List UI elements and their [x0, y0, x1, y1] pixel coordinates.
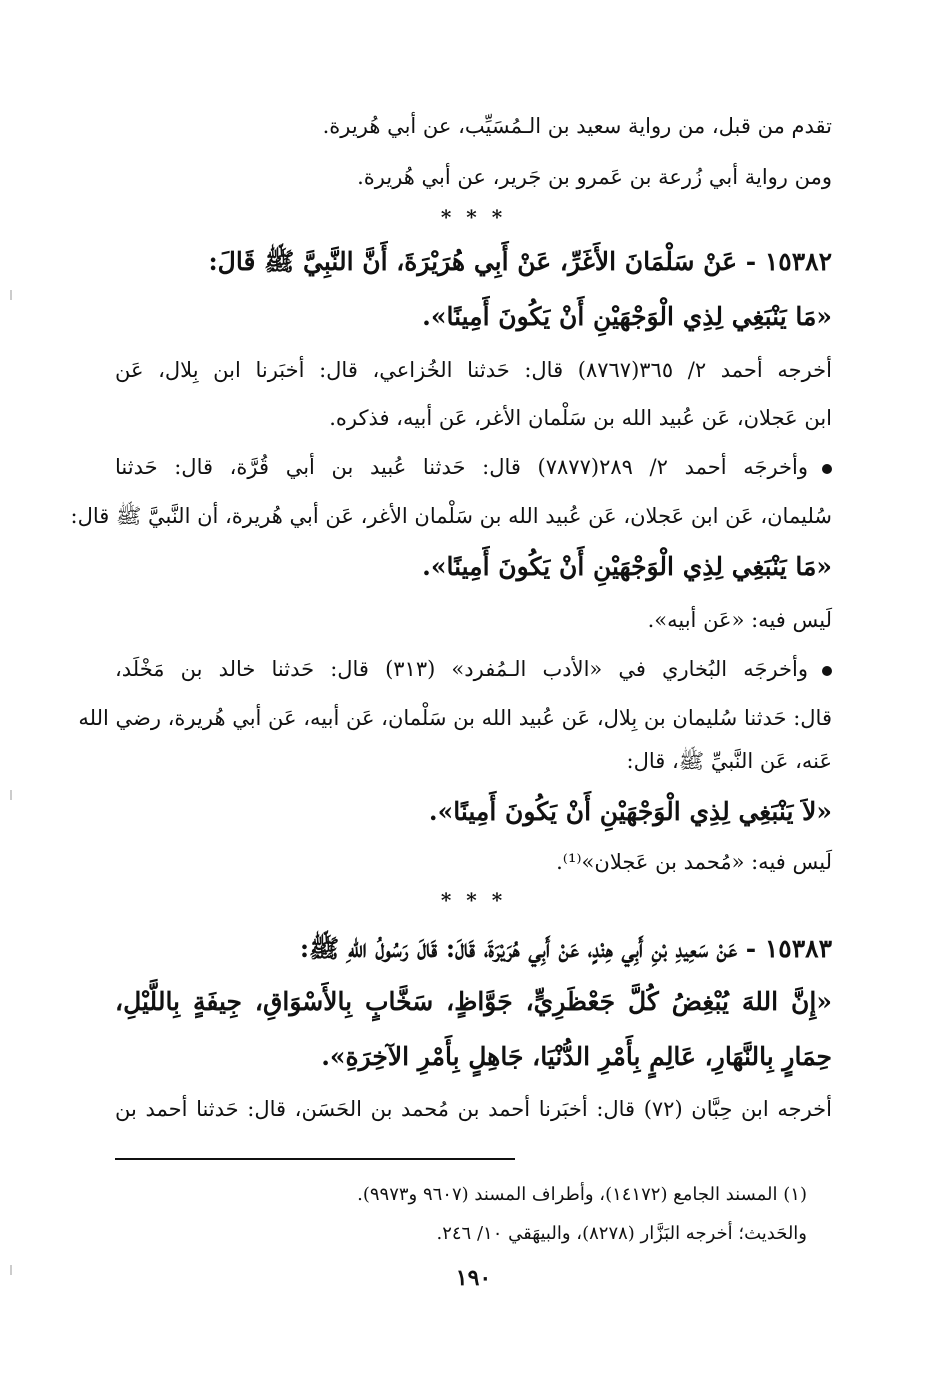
hadith-text: «إِنَّ اللهَ يُبْغِضُ كُلَّ جَعْظَرِيٍّ، جَوَّاظٍ، سَخَّابٍ بِالأَسْوَاقِ، جِيفَةٍ بِاللَّيْلِ، [115, 987, 832, 1016]
bullet-icon [822, 666, 832, 676]
text-line [115, 655, 832, 683]
text-span: وأخرجَه أحمد ٢/ ٢٨٩(٧٨٧٧) قال: حَدثنا عُبيد بن أبي قُرَّة، قال: حَدثنا [115, 455, 808, 479]
text-line: ابن عَجلان، عَن عُبيد الله بن سَلْمان الأغر، عَن أبيه، فذكره. [329, 406, 832, 430]
text-line: لَيس فيه: «عَن أبيه». [647, 608, 832, 632]
footnote-divider [115, 1158, 515, 1160]
hadith-text: حِمَارٍ بِالنَّهَارِ، عَالِمٍ بِأَمْرِ الدُّنْيَا، جَاهِلٍ بِأَمْرِ الآخِرَةِ». [321, 1042, 832, 1071]
text-line: عَنه، عَن النَّبيِّ ﷺ، قال: [626, 749, 832, 773]
hadith-text: «مَا يَنْبَغِي لِذِي الْوَجْهَيْنِ أَنْ يَكُونَ أَمِينًا». [422, 552, 832, 581]
margin-mark [10, 290, 12, 300]
section-separator: * * * [440, 205, 507, 229]
text-line: قال: حَدثنا سُليمان بن بِلال، عَن عُبيد الله بن سَلْمان، عَن أبيه، عَن أبي هُريرة، رضي الله [78, 706, 832, 730]
margin-mark [10, 790, 12, 800]
text-span: وأخرجَه البُخاري في «الأدب الـمُفرد» (٣١٣) قال: حَدثنا خالد بن مَخْلَد، [115, 657, 808, 681]
hadith-heading: ١٥٣٨٣ - عَنْ سَعِيدِ بْنِ أَبِي هِنْدٍ، عَنْ أَبِي هُرَيْرَةَ، قَالَ: قَالَ رَسُولُ اللهِ ﷺ: [299, 934, 832, 963]
bullet-icon [822, 464, 832, 474]
hadith-text: «لاَ يَنْبَغِي لِذِي الْوَجْهَيْنِ أَنْ يَكُونَ أَمِينًا». [428, 797, 832, 826]
footnote: (١) المسند الجامع (١٤١٧٢)، وأطراف المسند (٩٦٠٧ و٩٩٧٣). [357, 1184, 807, 1205]
text-line: تقدم من قبل، من رواية سعيد بن الـمُسَيِّب، عن أبي هُريرة. [322, 114, 832, 138]
text-line [115, 453, 832, 481]
footnote: والحَديث؛ أخرجه البَزَّار (٨٢٧٨)، والبيهَقي ١٠/ ٢٤٦. [436, 1223, 807, 1244]
text-line: لَيس فيه: «مُحمد بن عَجلان»⁽¹⁾. [556, 850, 832, 874]
text-line: ومن رواية أبي زُرعة بن عَمرو بن جَرير، عن أبي هُريرة. [357, 165, 832, 189]
text-line: سُليمان، عَن ابن عَجلان، عَن عُبيد الله بن سَلْمان الأغر، عَن أبي هُريرة، أن النَّبيَّ ﷺ قال: [70, 504, 832, 528]
margin-mark [10, 1265, 12, 1275]
page-number: ١٩٠ [455, 1265, 492, 1291]
text-line: أخرجه ابن حِبَّان (٧٢) قال: أخبَرنا أحمد بن مُحمد بن الحَسَن، قال: حَدثنا أحمد بن [115, 1097, 832, 1121]
hadith-text: «مَا يَنْبَغِي لِذِي الْوَجْهَيْنِ أَنْ يَكُونَ أَمِينًا». [422, 302, 832, 331]
section-separator: * * * [440, 888, 507, 912]
hadith-heading: ١٥٣٨٢ - عَنْ سَلْمَانَ الأَغَرِّ، عَنْ أَبِي هُرَيْرَةَ، أَنَّ النَّبِيَّ ﷺ قَالَ: [208, 247, 832, 276]
text-line: أخرجه أحمد ٢/ ٣٦٥(٨٧٦٧) قال: حَدثنا الخُزاعي، قال: أخبَرنا ابن بِلال، عَن [115, 358, 832, 382]
